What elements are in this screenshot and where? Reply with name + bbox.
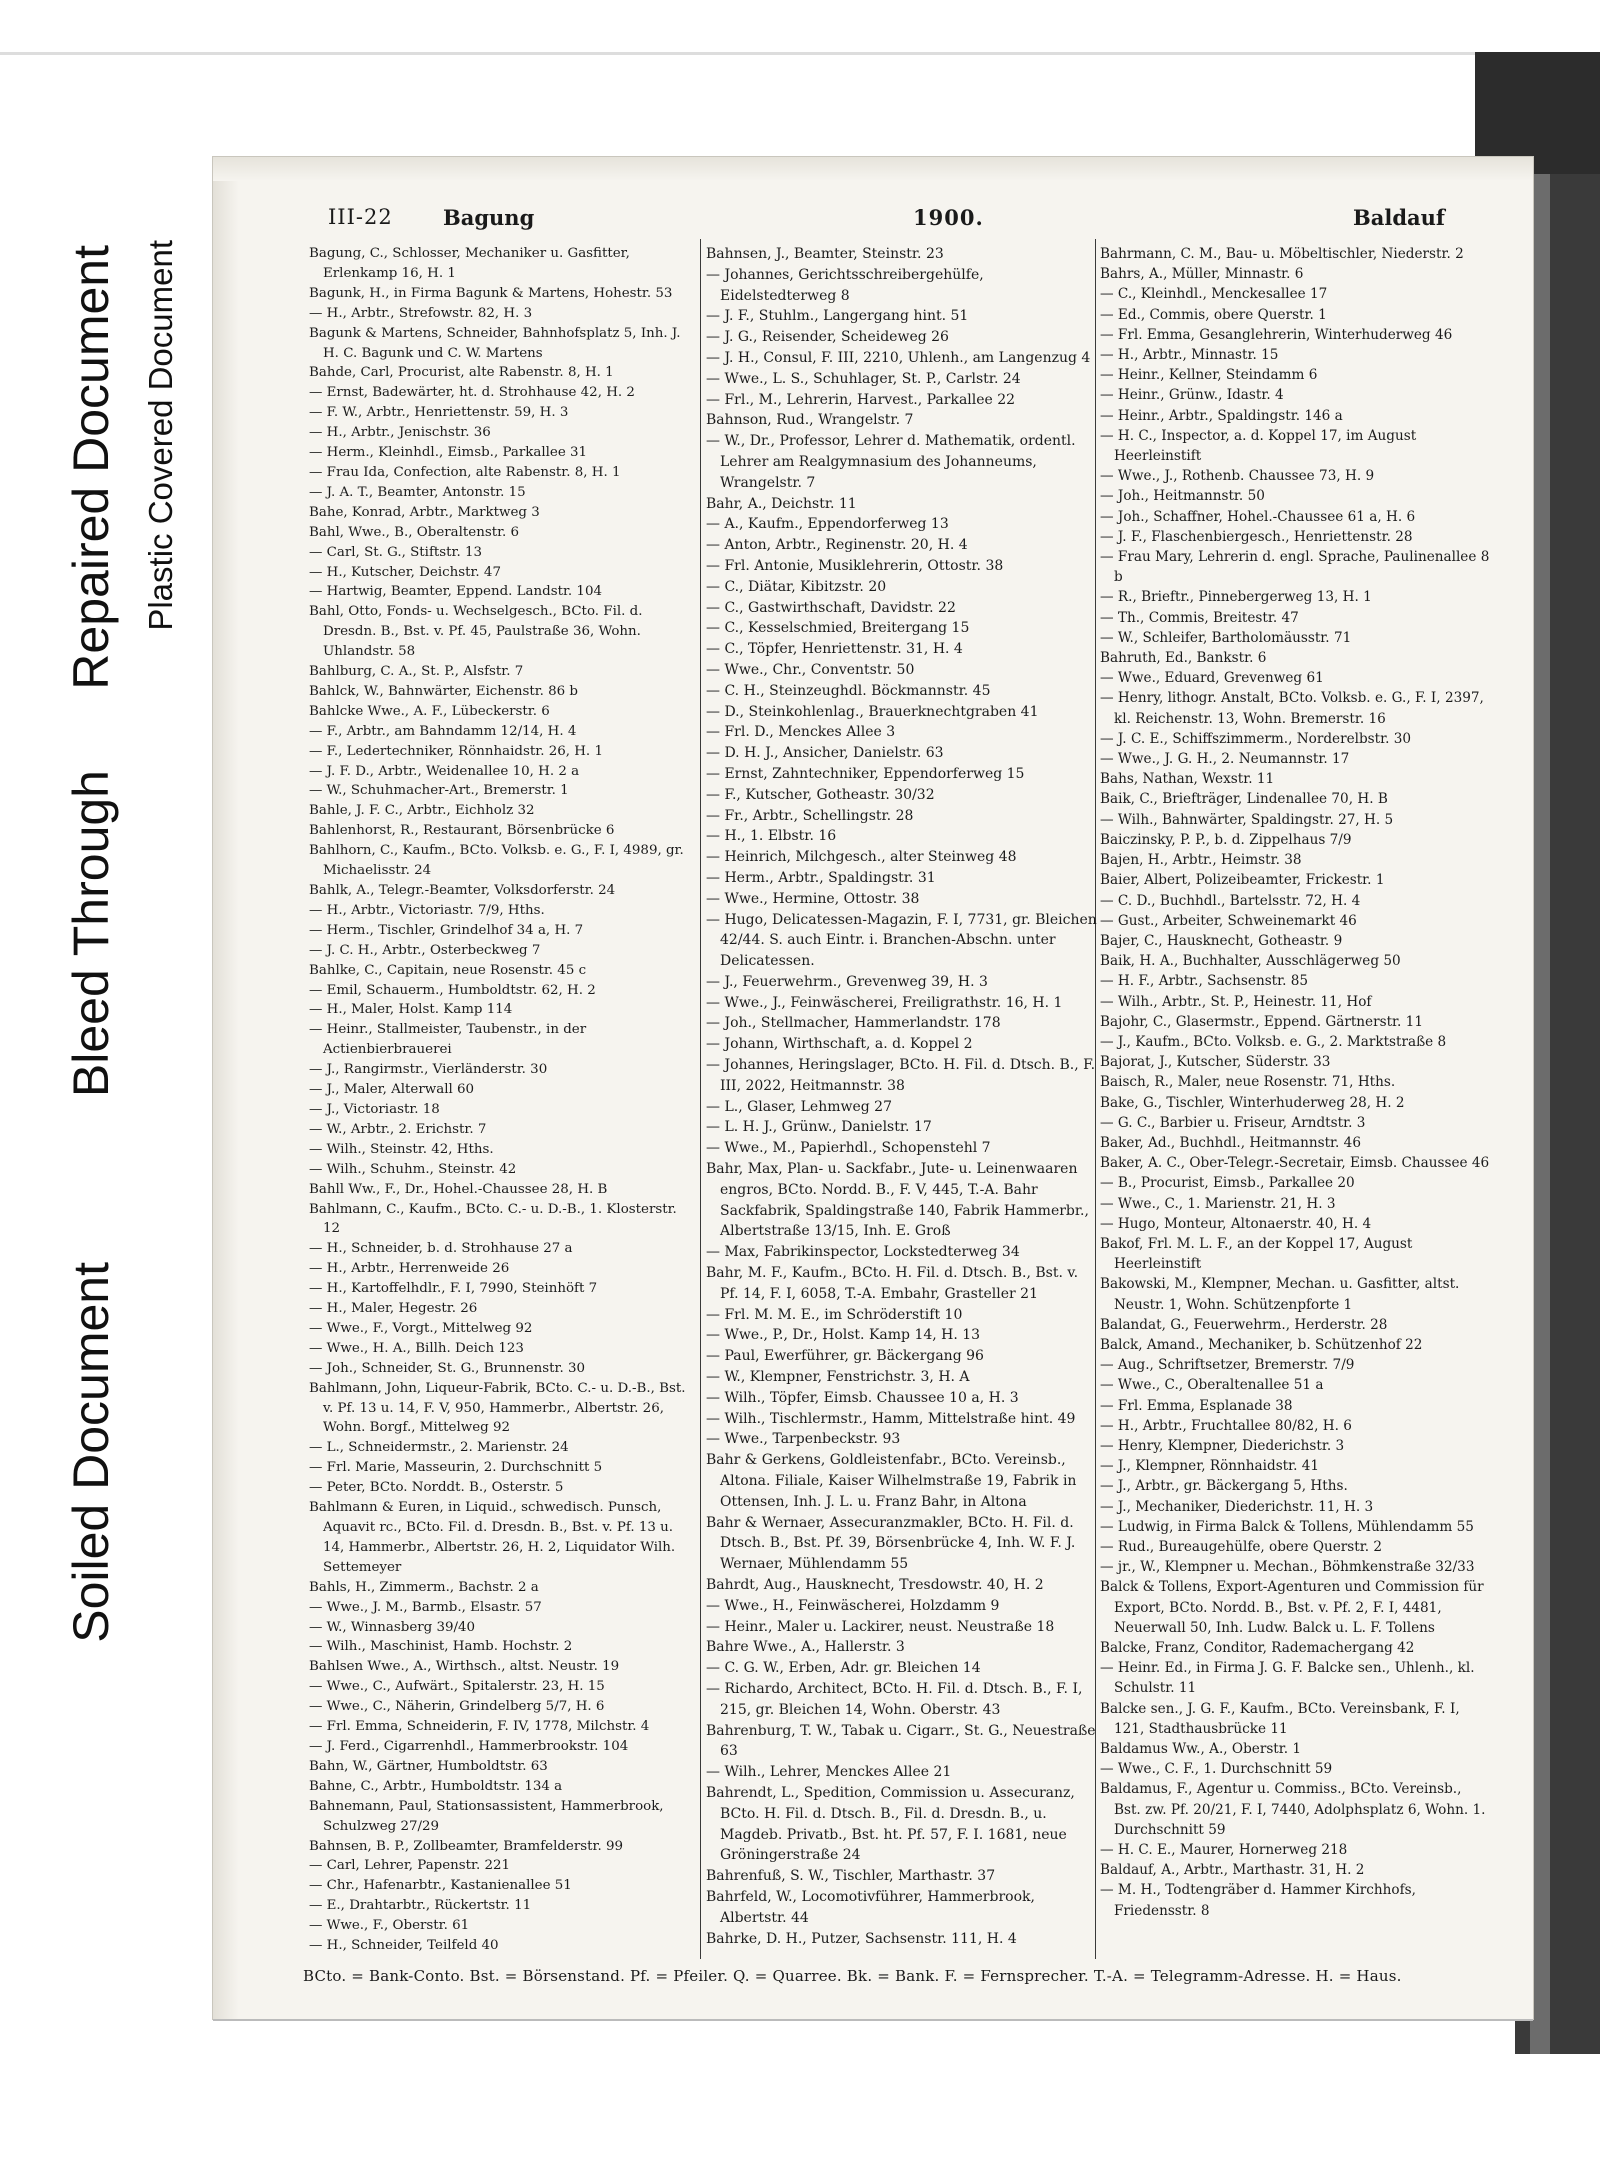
directory-entry: — Wilh., Töpfer, Eimsb. Chaussee 10 a, H. 3: [706, 1389, 1019, 1406]
directory-entry: — W., Klempner, Fenstrichstr. 3, H. A: [706, 1369, 970, 1386]
column-1: [309, 244, 694, 1959]
directory-entry: — Herm., Kleinhdl., Eimsb., Parkallee 31: [309, 445, 588, 461]
directory-entry: — Wwe., J., Feinwäscherei, Freiligrathstr. 16, H. 1: [706, 994, 1063, 1011]
directory-entry: — Joh., Heitmannstr. 50: [1100, 488, 1265, 505]
directory-entry: Bahls, H., Zimmerm., Bachstr. 2 a: [309, 1579, 539, 1595]
directory-entry: Bakowski, M., Klempner, Mechan. u. Gasfitter, altst. Neustr. 1, Wohn. Schützenpforte 1: [1100, 1276, 1460, 1313]
directory-entry: Baik, C., Briefträger, Lindenallee 70, H. B: [1100, 791, 1388, 808]
directory-entry: — G. C., Barbier u. Friseur, Arndtstr. 3: [1100, 1114, 1366, 1131]
directory-entry: Bahlmann, John, Liqueur-Fabrik, BCto. C.- u. D.-B., Bst. v. Pf. 13 u. 14, F. V, 950, Hammerbr., Albertstr. 26, Wohn. Borgf., Mittelweg 92: [309, 1380, 686, 1436]
page-header: [328, 205, 1533, 235]
directory-entry: — Wwe., H., Feinwäscherei, Holzdamm 9: [706, 1597, 1000, 1614]
directory-entry: Bahrenburg, T. W., Tabak u. Cigarr., St. G., Neuestraße 63: [706, 1722, 1096, 1760]
directory-entry: — J., Rangirmstr., Vierländerstr. 30: [309, 1062, 548, 1078]
directory-entry: — J., Arbtr., gr. Bäckergang 5, Hths.: [1100, 1478, 1348, 1495]
directory-entry: Bajen, H., Arbtr., Heimstr. 38: [1100, 852, 1302, 869]
directory-entry: — Frl. Emma, Schneiderin, F. IV, 1778, Milchstr. 4: [309, 1719, 650, 1735]
directory-entry: — H., Maler, Hegestr. 26: [309, 1301, 478, 1317]
directory-entry: — Henry, lithogr. Anstalt, BCto. Volksb. e. G., F. I, 2397, kl. Reichenstr. 13, Wohn. Bremerstr. 16: [1100, 690, 1484, 727]
directory-entry: Bake, G., Tischler, Winterhuderweg 28, H. 2: [1100, 1094, 1405, 1111]
directory-entry: — H., Schneider, Teilfeld 40: [309, 1938, 499, 1954]
directory-entry: — Anton, Arbtr., Reginenstr. 20, H. 4: [706, 537, 968, 554]
directory-entry: Bahe, Konrad, Arbtr., Marktweg 3: [309, 504, 540, 520]
directory-entry: Bahrendt, L., Spedition, Commission u. Assecuranz, BCto. H. Fil. d. Dtsch. B., Fil. d. Dresdn. B., u. Magdeb. Privatb., Bst. ht. Pf. 57, F. I. 1681, neue Gröningerstraße 24: [706, 1784, 1075, 1864]
directory-entry: — W., Arbtr., 2. Erichstr. 7: [309, 1121, 487, 1137]
label-soiled-document: Soiled Document: [63, 1262, 119, 1643]
directory-entry: — Herm., Tischler, Grindelhof 34 a, H. 7: [309, 922, 584, 938]
directory-entry: — Wwe., M., Papierhdl., Schopenstehl 7: [706, 1140, 991, 1157]
directory-entry: — Frau Ida, Confection, alte Rabenstr. 8, H. 1: [309, 464, 621, 480]
directory-entry: — M. H., Todtengräber d. Hammer Kirchhofs, Friedensstr. 8: [1100, 1882, 1416, 1919]
directory-entry: — Ludwig, in Firma Balck & Tollens, Mühlendamm 55: [1100, 1518, 1474, 1535]
column-2: [706, 244, 1098, 1959]
directory-entry: Bahl, Otto, Fonds- u. Wechselgesch., BCto. Fil. d. Dresdn. B., Bst. v. Pf. 45, Paulstraße 36, Wohn. Uhlandstr. 58: [309, 604, 643, 660]
directory-entry: Bahlenhorst, R., Restaurant, Börsenbrücke 6: [309, 823, 615, 839]
directory-entry: — Wwe., C., Oberaltenallee 51 a: [1100, 1377, 1324, 1394]
directory-entry: Bahlmann, C., Kaufm., BCto. C.- u. D.-B., 1. Klosterstr. 12: [309, 1201, 677, 1237]
directory-entry: Baker, Ad., Buchhdl., Heitmannstr. 46: [1100, 1134, 1361, 1151]
directory-entry: — C., Diätar, Kibitzstr. 20: [706, 578, 887, 595]
directory-entry: Balandat, G., Feuerwehrm., Herderstr. 28: [1100, 1316, 1388, 1333]
directory-entry: Bahle, J. F. C., Arbtr., Eichholz 32: [309, 803, 535, 819]
directory-entry: — Frl. Emma, Esplanade 38: [1100, 1397, 1293, 1414]
directory-entry: — Wilh., Lehrer, Menckes Allee 21: [706, 1764, 952, 1781]
directory-entry: — J. H., Consul, F. III, 2210, Uhlenh., am Langenzug 4: [706, 349, 1091, 366]
directory-entry: Bahlhorn, C., Kaufm., BCto. Volksb. e. G., F. I, 4989, gr. Michaelisstr. 24: [309, 843, 684, 879]
directory-entry: — H., Arbtr., Fruchtallee 80/82, H. 6: [1100, 1417, 1352, 1434]
directory-entry: — F., Kutscher, Gotheastr. 30/32: [706, 786, 935, 803]
directory-entry: Bahn, W., Gärtner, Humboldtstr. 63: [309, 1758, 548, 1774]
directory-entry: — Carl, St. G., Stiftstr. 13: [309, 544, 483, 560]
scan-edge-top: [0, 52, 1600, 55]
directory-entry: Bahr, M. F., Kaufm., BCto. H. Fil. d. Dtsch. B., Bst. v. Pf. 14, F. I, 6058, T.-A. Embahr, Grasteller 21: [706, 1265, 1079, 1302]
directory-entry: Bajohr, C., Glasermstr., Eppend. Gärtnerstr. 11: [1100, 1013, 1423, 1030]
directory-entry: — C., Gastwirthschaft, Davidstr. 22: [706, 599, 956, 616]
directory-entry: Bahlke, C., Capitain, neue Rosenstr. 45 c: [309, 962, 587, 978]
directory-entry: Bahs, Nathan, Wexstr. 11: [1100, 771, 1275, 788]
last-entry-heading: Baldauf: [1353, 205, 1445, 230]
column-3: [1100, 244, 1492, 1959]
directory-entry: — Hugo, Delicatessen-Magazin, F. I, 7731, gr. Bleichen 42/44. S. auch Eintr. i. Branchen-Abschn. unter Delicatessen.: [706, 911, 1097, 970]
directory-entry: — C., Töpfer, Henriettenstr. 31, H. 4: [706, 641, 963, 658]
directory-entry: Bajorat, J., Kutscher, Süderstr. 33: [1100, 1054, 1331, 1071]
directory-entry: — jr., W., Klempner u. Mechan., Böhmkenstraße 32/33: [1100, 1559, 1475, 1576]
page-shadow-top: [213, 157, 1533, 181]
directory-entry: — A., Kaufm., Eppendorferweg 13: [706, 516, 949, 533]
directory-entry: Bahr, A., Deichstr. 11: [706, 495, 857, 512]
directory-entry: Baiczinsky, P. P., b. d. Zippelhaus 7/9: [1100, 831, 1352, 848]
directory-entry: — Wwe., F., Vorgt., Mittelweg 92: [309, 1320, 533, 1336]
directory-entry: Baik, H. A., Buchhalter, Ausschlägerweg 50: [1100, 953, 1401, 970]
directory-entry: — Wwe., C. F., 1. Durchschnitt 59: [1100, 1761, 1333, 1778]
directory-entry: Baldauf, A., Arbtr., Marthastr. 31, H. 2: [1100, 1862, 1365, 1879]
directory-entry: — H., Schneider, b. d. Strohhause 27 a: [309, 1241, 573, 1257]
directory-entry: — L. H. J., Grünw., Danielstr. 17: [706, 1119, 932, 1136]
directory-entry: — J. G., Reisender, Scheideweg 26: [706, 329, 949, 346]
directory-entry: — Heinr., Kellner, Steindamm 6: [1100, 367, 1318, 384]
directory-entry: — Ernst, Zahntechniker, Eppendorferweg 15: [706, 765, 1025, 782]
directory-entry: Baier, Albert, Polizeibeamter, Frickestr. 1: [1100, 872, 1385, 889]
directory-entry: — Max, Fabrikinspector, Lockstedterweg 34: [706, 1244, 1020, 1261]
directory-entry: — L., Glaser, Lehmweg 27: [706, 1098, 892, 1115]
directory-entry: — Fr., Arbtr., Schellingstr. 28: [706, 807, 914, 824]
directory-entry: Bahnson, Rud., Wrangelstr. 7: [706, 412, 914, 429]
directory-entry: — C. D., Buchhdl., Bartelsstr. 72, H. 4: [1100, 892, 1361, 909]
directory-entry: — D., Steinkohlenlag., Brauerknechtgraben 41: [706, 703, 1039, 720]
directory-entry: — H., Arbtr., Victoriastr. 7/9, Hths.: [309, 902, 545, 918]
directory-entry: — Wilh., Tischlermstr., Hamm, Mittelstraße hint. 49: [706, 1410, 1076, 1427]
directory-page: [213, 157, 1533, 2019]
label-repaired-document: Repaired Document: [63, 245, 119, 690]
directory-entry: — D. H. J., Ansicher, Danielstr. 63: [706, 745, 944, 762]
directory-entry: — Wwe., L. S., Schuhlager, St. P., Carlstr. 24: [706, 370, 1021, 387]
column-divider: [700, 239, 701, 1959]
directory-entry: — H. C. E., Maurer, Hornerweg 218: [1100, 1842, 1348, 1859]
directory-entry: — Heinr., Grünw., Idastr. 4: [1100, 387, 1284, 404]
directory-entry: — Heinr., Stallmeister, Taubenstr., in der Actienbierbrauerei: [309, 1022, 587, 1058]
directory-entry: — Wilh., Schuhm., Steinstr. 42: [309, 1161, 517, 1177]
directory-entry: Bagung, C., Schlosser, Mechaniker u. Gasfitter, Erlenkamp 16, H. 1: [309, 246, 630, 281]
directory-entry: — Wilh., Steinstr. 42, Hths.: [309, 1141, 494, 1157]
directory-entry: — Frl. Marie, Masseurin, 2. Durchschnitt 5: [309, 1460, 603, 1476]
directory-entry: — Joh., Stellmacher, Hammerlandstr. 178: [706, 1015, 1001, 1032]
directory-entry: — H., Kutscher, Deichstr. 47: [309, 564, 501, 580]
directory-entry: — Peter, BCto. Norddt. B., Osterstr. 5: [309, 1480, 564, 1496]
directory-entry: — Herm., Arbtr., Spaldingstr. 31: [706, 869, 936, 886]
directory-entry: — J., Klempner, Rönnhaidstr. 41: [1100, 1458, 1320, 1475]
directory-entry: Bahlcke Wwe., A. F., Lübeckerstr. 6: [309, 703, 550, 719]
directory-entry: — Emil, Schauerm., Humboldtstr. 62, H. 2: [309, 982, 596, 998]
directory-entry: Bajer, C., Hausknecht, Gotheastr. 9: [1100, 932, 1343, 949]
page-shadow-left: [213, 157, 239, 2019]
directory-entry: — J., Victoriastr. 18: [309, 1101, 440, 1117]
directory-entry: — J. C. E., Schiffszimmerm., Norderelbstr. 30: [1100, 730, 1412, 747]
directory-entry: Bahnsen, J., Beamter, Steinstr. 23: [706, 246, 944, 262]
directory-entry: — Frl. M. M. E., im Schröderstift 10: [706, 1306, 963, 1323]
directory-entry: — Heinr. Ed., in Firma J. G. F. Balcke sen., Uhlenh., kl. Schulstr. 11: [1100, 1660, 1475, 1697]
directory-entry: — Carl, Lehrer, Papenstr. 221: [309, 1858, 511, 1874]
directory-entry: — J., Mechaniker, Diederichstr. 11, H. 3: [1100, 1498, 1374, 1515]
directory-entry: Bahnemann, Paul, Stationsassistent, Hammerbrook, Schulzweg 27/29: [309, 1798, 664, 1834]
directory-entry: Baldamus Ww., A., Oberstr. 1: [1100, 1741, 1302, 1758]
directory-entry: — F., Arbtr., am Bahndamm 12/14, H. 4: [309, 723, 577, 739]
directory-entry: — Richardo, Architect, BCto. H. Fil. d. Dtsch. B., F. I, 215, gr. Bleichen 14, Wohn. Oberstr. 43: [706, 1680, 1083, 1718]
directory-entry: Balcke sen., J. G. F., Kaufm., BCto. Vereinsbank, F. I, 121, Stadthausbrücke 11: [1100, 1700, 1460, 1737]
directory-entry: — R., Brieftr., Pinnebergerweg 13, H. 1: [1100, 589, 1372, 606]
directory-entry: — H., Arbtr., Strefowstr. 82, H. 3: [309, 305, 533, 321]
directory-entry: Bagunk, H., in Firma Bagunk & Martens, Hohestr. 53: [309, 285, 673, 301]
directory-entry: — Wwe., J. M., Barmb., Elsastr. 57: [309, 1599, 542, 1615]
directory-entry: — Heinr., Maler u. Lackirer, neust. Neustraße 18: [706, 1618, 1055, 1635]
directory-entry: — Wwe., Eduard, Grevenweg 61: [1100, 670, 1324, 687]
directory-entry: — B., Procurist, Eimsb., Parkallee 20: [1100, 1175, 1355, 1192]
directory-entry: — Wwe., C., Aufwärt., Spitalerstr. 23, H. 15: [309, 1679, 605, 1695]
directory-entry: Bahruth, Ed., Bankstr. 6: [1100, 650, 1267, 667]
directory-entry: — H., Kartoffelhdlr., F. I, 7990, Steinhöft 7: [309, 1281, 598, 1297]
condition-labels: [0, 0, 210, 2177]
directory-entry: — Th., Commis, Breitestr. 47: [1100, 609, 1299, 626]
directory-entry: — W., Schleifer, Bartholomäusstr. 71: [1100, 629, 1352, 646]
directory-entry: — J. F., Flaschenbiergesch., Henriettenstr. 28: [1100, 528, 1413, 545]
directory-entry: — Frl. Emma, Gesanglehrerin, Winterhuderweg 46: [1100, 326, 1453, 343]
directory-entry: Baldamus, F., Agentur u. Commiss., BCto. Vereinsb., Bst. zw. Pf. 20/21, F. I, 7440, Adolphsplatz 6, Wohn. 1. Durchschnitt 59: [1100, 1781, 1486, 1838]
label-plastic-covered-document: Plastic Covered Document: [142, 240, 179, 631]
directory-entry: — Wwe., F., Oberstr. 61: [309, 1918, 470, 1934]
directory-entry: Baker, A. C., Ober-Telegr.-Secretair, Eimsb. Chaussee 46: [1100, 1155, 1490, 1172]
directory-entry: Bahre Wwe., A., Hallerstr. 3: [706, 1639, 905, 1656]
directory-entry: — Henry, Klempner, Diederichstr. 3: [1100, 1437, 1345, 1454]
directory-entry: — Rud., Bureaugehülfe, obere Querstr. 2: [1100, 1539, 1383, 1555]
directory-entry: — W., Schuhmacher-Art., Bremerstr. 1: [309, 783, 569, 799]
label-bleed-through: Bleed Through: [63, 770, 119, 1098]
directory-entry: — Johannes, Heringslager, BCto. H. Fil. d. Dtsch. B., F. III, 2022, Heitmannstr. 38: [706, 1057, 1096, 1094]
directory-entry: — H., 1. Elbstr. 16: [706, 828, 837, 845]
first-entry-heading: Bagung: [443, 205, 535, 230]
directory-entry: Bagunk & Martens, Schneider, Bahnhofsplatz 5, Inh. J. H. C. Bagunk und C. W. Martens: [309, 325, 681, 361]
directory-entry: — Johannes, Gerichtsschreibergehülfe, Eidelstedterweg 8: [706, 266, 984, 304]
directory-entry: — Frau Mary, Lehrerin d. engl. Sprache, Paulinenallee 8 b: [1100, 549, 1490, 586]
directory-entry: — H. F., Arbtr., Sachsenstr. 85: [1100, 973, 1309, 990]
directory-entry: — J. F., Stuhlm., Langergang hint. 51: [706, 308, 969, 325]
directory-entry: — H., Arbtr., Herrenweide 26: [309, 1261, 510, 1277]
directory-entry: Bahlburg, C. A., St. P., Alsfstr. 7: [309, 664, 524, 680]
directory-entry: — Wwe., Chr., Conventstr. 50: [706, 661, 915, 678]
directory-entry: Bahne, C., Arbtr., Humboldtstr. 134 a: [309, 1778, 563, 1794]
directory-entry: — H., Arbtr., Minnastr. 15: [1100, 347, 1279, 364]
directory-entry: — C. G. W., Erben, Adr. gr. Bleichen 14: [706, 1660, 981, 1677]
directory-entry: — Wwe., J., Rothenb. Chaussee 73, H. 9: [1100, 468, 1375, 485]
directory-entry: — F., Ledertechniker, Rönnhaidstr. 26, H. 1: [309, 743, 603, 759]
directory-entry: Balcke, Franz, Conditor, Rademachergang 42: [1100, 1640, 1415, 1657]
scanner-dark-corner: [1475, 52, 1600, 174]
directory-entry: Bahnsen, B. P., Zollbeamter, Bramfelderstr. 99: [309, 1838, 623, 1854]
directory-year: 1900.: [913, 205, 984, 230]
directory-entry: — J. F. D., Arbtr., Weidenallee 10, H. 2 a: [309, 763, 580, 779]
directory-entry: Bahlck, W., Bahnwärter, Eichenstr. 86 b: [309, 683, 579, 699]
directory-entry: — Hugo, Monteur, Altonaerstr. 40, H. 4: [1100, 1215, 1372, 1232]
directory-entry: — Wilh., Maschinist, Hamb. Hochstr. 2: [309, 1639, 573, 1655]
directory-entry: — Ed., Commis, obere Querstr. 1: [1100, 306, 1327, 323]
directory-entry: — Wwe., Tarpenbeckstr. 93: [706, 1431, 901, 1448]
directory-entry: — J. C. H., Arbtr., Osterbeckweg 7: [309, 942, 541, 958]
directory-entry: — W., Dr., Professor, Lehrer d. Mathematik, ordentl. Lehrer am Realgymnasium des Johanneums, Wrangelstr. 7: [706, 433, 1076, 491]
directory-entry: — Frl. D., Menckes Allee 3: [706, 724, 896, 741]
directory-entry: — C., Kesselschmied, Breitergang 15: [706, 620, 970, 637]
directory-entry: Bahrs, A., Müller, Minnastr. 6: [1100, 266, 1304, 283]
directory-entry: Bahr & Gerkens, Goldleistenfabr., BCto. Vereinsb., Altona. Filiale, Kaiser Wilhelmstraße 19, Fabrik in Ottensen, Inh. J. L. u. Franz Bahr, in Altona: [706, 1452, 1077, 1510]
directory-entry: — Joh., Schneider, St. G., Brunnenstr. 30: [309, 1360, 585, 1376]
directory-entry: — Wwe., C., Näherin, Grindelberg 5/7, H. 6: [309, 1699, 605, 1715]
directory-entry: — W., Winnasberg 39/40: [309, 1619, 476, 1635]
directory-entry: — Johann, Wirthschaft, a. d. Koppel 2: [706, 1036, 973, 1053]
directory-entry: — Wwe., H. A., Billh. Deich 123: [309, 1340, 524, 1356]
directory-entry: Bahde, Carl, Procurist, alte Rabenstr. 8, H. 1: [309, 365, 614, 381]
page-number: III-22: [328, 205, 393, 229]
directory-entry: Bahrenfuß, S. W., Tischler, Marthastr. 37: [706, 1868, 996, 1885]
directory-entry: — C., Kleinhdl., Menckesallee 17: [1100, 286, 1328, 303]
directory-entry: — H., Maler, Holst. Kamp 114: [309, 1002, 513, 1018]
page-bottom-edge: [213, 2019, 1533, 2021]
directory-entry: — Gust., Arbeiter, Schweinemarkt 46: [1100, 912, 1357, 929]
scanner-edge-highlight: [1530, 174, 1550, 2054]
abbreviation-legend: BCto. = Bank-Conto. Bst. = Börsenstand. Pf. = Pfeiler. Q. = Quarree. Bk. = Bank. F. = Fernsprecher. T.-A. = Telegramm-Adresse. H. = Haus.: [303, 1967, 1402, 1985]
directory-entry: — Chr., Hafenarbtr., Kastanienallee 51: [309, 1878, 572, 1894]
directory-entry: — Frl., M., Lehrerin, Harvest., Parkallee 22: [706, 391, 1016, 408]
directory-entry: — Wilh., Bahnwärter, Spaldingstr. 27, H. 5: [1100, 811, 1394, 828]
directory-entry: — Wilh., Arbtr., St. P., Heinestr. 11, Hof: [1100, 993, 1372, 1010]
directory-entry: Bahll Ww., F., Dr., Hohel.-Chaussee 28, H. B: [309, 1181, 608, 1197]
directory-entry: — E., Drahtarbtr., Rückertstr. 11: [309, 1898, 532, 1914]
directory-entry: Bahlk, A., Telegr.-Beamter, Volksdorferstr. 24: [309, 883, 616, 898]
directory-entry: — Frl. Antonie, Musiklehrerin, Ottostr. 38: [706, 557, 1004, 574]
directory-entry: Bahrdt, Aug., Hausknecht, Tresdowstr. 40, H. 2: [706, 1577, 1044, 1593]
directory-entry: Baisch, R., Maler, neue Rosenstr. 71, Hths.: [1100, 1074, 1396, 1091]
directory-entry: — Aug., Schriftsetzer, Bremerstr. 7/9: [1100, 1357, 1355, 1374]
directory-entry: — Heinrich, Milchgesch., alter Steinweg 48: [706, 849, 1017, 866]
directory-entry: — Wwe., J. G. H., 2. Neumannstr. 17: [1100, 751, 1350, 768]
directory-entry: — Wwe., C., 1. Marienstr. 21, H. 3: [1100, 1195, 1336, 1212]
directory-entry: — Wwe., Hermine, Ottostr. 38: [706, 890, 920, 907]
directory-entry: — Wwe., P., Dr., Holst. Kamp 14, H. 13: [706, 1327, 981, 1344]
directory-entry: Bahr & Wernaer, Assecuranzmakler, BCto. H. Fil. d. Dtsch. B., Bst. Pf. 39, Börsenbrücke 4, Inh. W. F. J. Wernaer, Mühlendamm 55: [706, 1514, 1076, 1573]
directory-entry: Bahlmann & Euren, in Liquid., schwedisch. Punsch, Aquavit rc., BCto. Fil. d. Dresdn. B., Bst. v. Pf. 13 u. 14, Hammerbr., Albertstr. 26, H. 2, Liquidator Wilh. Settemeyer: [309, 1500, 676, 1575]
directory-entry: Bahrmann, C. M., Bau- u. Möbeltischler, Niederstr. 2: [1100, 246, 1464, 262]
directory-entry: Bakof, Frl. M. L. F., an der Koppel 17, August Heerleinstift: [1100, 1235, 1413, 1273]
directory-entry: — Paul, Ewerführer, gr. Bäckergang 96: [706, 1348, 984, 1365]
directory-entry: — J. A. T., Beamter, Antonstr. 15: [309, 484, 526, 500]
directory-entry: — H. C., Inspector, a. d. Koppel 17, im August Heerleinstift: [1100, 427, 1417, 465]
directory-entry: — L., Schneidermstr., 2. Marienstr. 24: [309, 1440, 569, 1456]
directory-entry: — J., Maler, Alterwall 60: [309, 1082, 475, 1098]
directory-entry: — F. W., Arbtr., Henriettenstr. 59, H. 3: [309, 405, 569, 421]
directory-entry: — Heinr., Arbtr., Spaldingstr. 146 a: [1100, 407, 1343, 424]
directory-entry: — Joh., Schaffner, Hohel.-Chaussee 61 a, H. 6: [1100, 508, 1416, 525]
directory-entry: Bahrke, D. H., Putzer, Sachsenstr. 111, H. 4: [706, 1930, 1017, 1947]
directory-entry: Bahr, Max, Plan- u. Sackfabr., Jute- u. Leinenwaaren engros, BCto. Nordd. B., F. V, 445, T.-A. Bahr Sackfabrik, Spaldingstraße 140, Fabrik Hammerbr., Albertstraße 13/15, Inh. E. Groß: [706, 1161, 1089, 1240]
directory-entry: Bahrfeld, W., Locomotivführer, Hammerbrook, Albertstr. 44: [706, 1888, 1035, 1926]
directory-entry: — Ernst, Badewärter, ht. d. Strohhause 42, H. 2: [309, 385, 635, 401]
directory-entry: — C. H., Steinzeughdl. Böckmannstr. 45: [706, 682, 991, 699]
directory-entry: — J., Kaufm., BCto. Volksb. e. G., 2. Marktstraße 8: [1100, 1033, 1447, 1050]
directory-entry: — J., Feuerwehrm., Grevenweg 39, H. 3: [706, 973, 988, 990]
directory-entry: Balck, Amand., Mechaniker, b. Schützenhof 22: [1100, 1336, 1423, 1353]
directory-entry: Bahlsen Wwe., A., Wirthsch., altst. Neustr. 19: [309, 1659, 620, 1675]
directory-entry: — Hartwig, Beamter, Eppend. Landstr. 104: [309, 584, 602, 600]
directory-entry: Balck & Tollens, Export-Agenturen und Commission für Export, BCto. Nordd. B., Bst. v. Pf. 2, F. I, 4481, Neuerwall 50, Inh. Ludw. Balck u. L. F. Tollens: [1100, 1579, 1484, 1636]
directory-entry: — J. Ferd., Cigarrenhdl., Hammerbrookstr. 104: [309, 1738, 629, 1754]
directory-entry: Bahl, Wwe., B., Oberaltenstr. 6: [309, 524, 520, 540]
directory-entry: — H., Arbtr., Jenischstr. 36: [309, 425, 491, 441]
